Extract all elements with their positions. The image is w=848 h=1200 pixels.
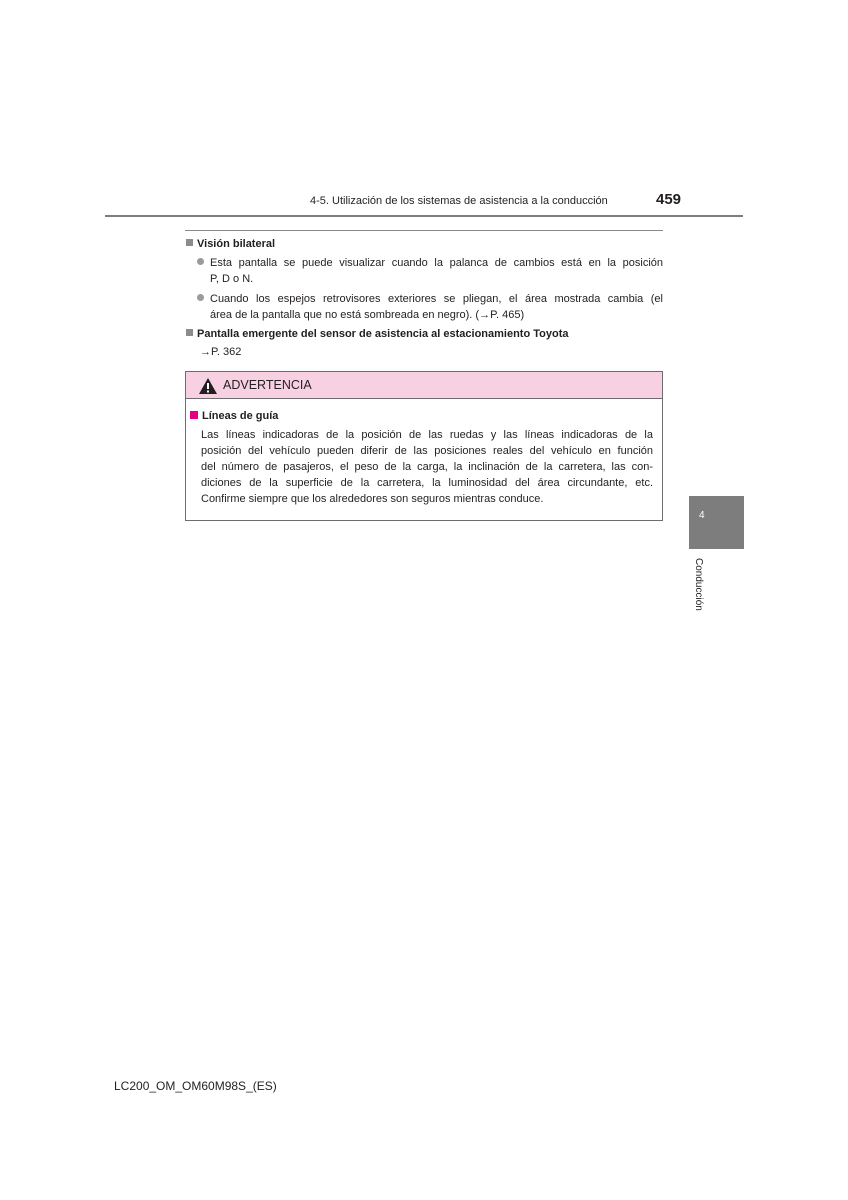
page-number: 459 (656, 191, 682, 208)
warning-title: ADVERTENCIA (223, 378, 312, 392)
chapter-label: Conducción (693, 558, 704, 611)
chapter-tab (689, 496, 744, 549)
square-bullet-icon (186, 329, 193, 336)
content-divider (185, 230, 663, 231)
list-item: Esta pantalla se puede visualizar cuando la palanca de cambios está en la posición P, D o N. (197, 255, 663, 287)
warning-subheading: Líneas de guía (190, 410, 278, 422)
section-title: 4-5. Utilización de los sistemas de asistencia a la conducción (310, 195, 608, 207)
square-bullet-icon (190, 411, 198, 419)
chapter-number: 4 (699, 510, 705, 521)
circle-bullet-icon (197, 258, 204, 265)
warning-header (186, 372, 662, 399)
header-divider (105, 215, 743, 217)
section-heading: Pantalla emergente del sensor de asistencia al estacionamiento Toyota (186, 328, 569, 340)
list-item: Cuando los espejos retrovisores exteriores se pliegan, el área mostrada cambia (el área de la pantalla que no está sombreada en negro). (→P. 465) (197, 291, 663, 323)
page-reference: →P. 362 (200, 346, 242, 358)
warning-triangle-icon (198, 377, 218, 395)
square-bullet-icon (186, 239, 193, 246)
circle-bullet-icon (197, 294, 204, 301)
document-code: LC200_OM_OM60M98S_(ES) (114, 1079, 277, 1093)
warning-text: Las líneas indicadoras de la posición de las ruedas y las líneas indicadoras de la posición del vehículo pueden diferir de las posiciones reales del vehículo en función del número de pasajeros, el peso de la carga, la inclinación de la carretera, las con- diciones de la superficie de la carretera, la luminosidad del área circundante, etc. Confirme siempre que los alrededores son seguros mientras conduce. (201, 429, 653, 505)
section-heading: Visión bilateral (186, 238, 275, 250)
warning-box (185, 371, 663, 521)
